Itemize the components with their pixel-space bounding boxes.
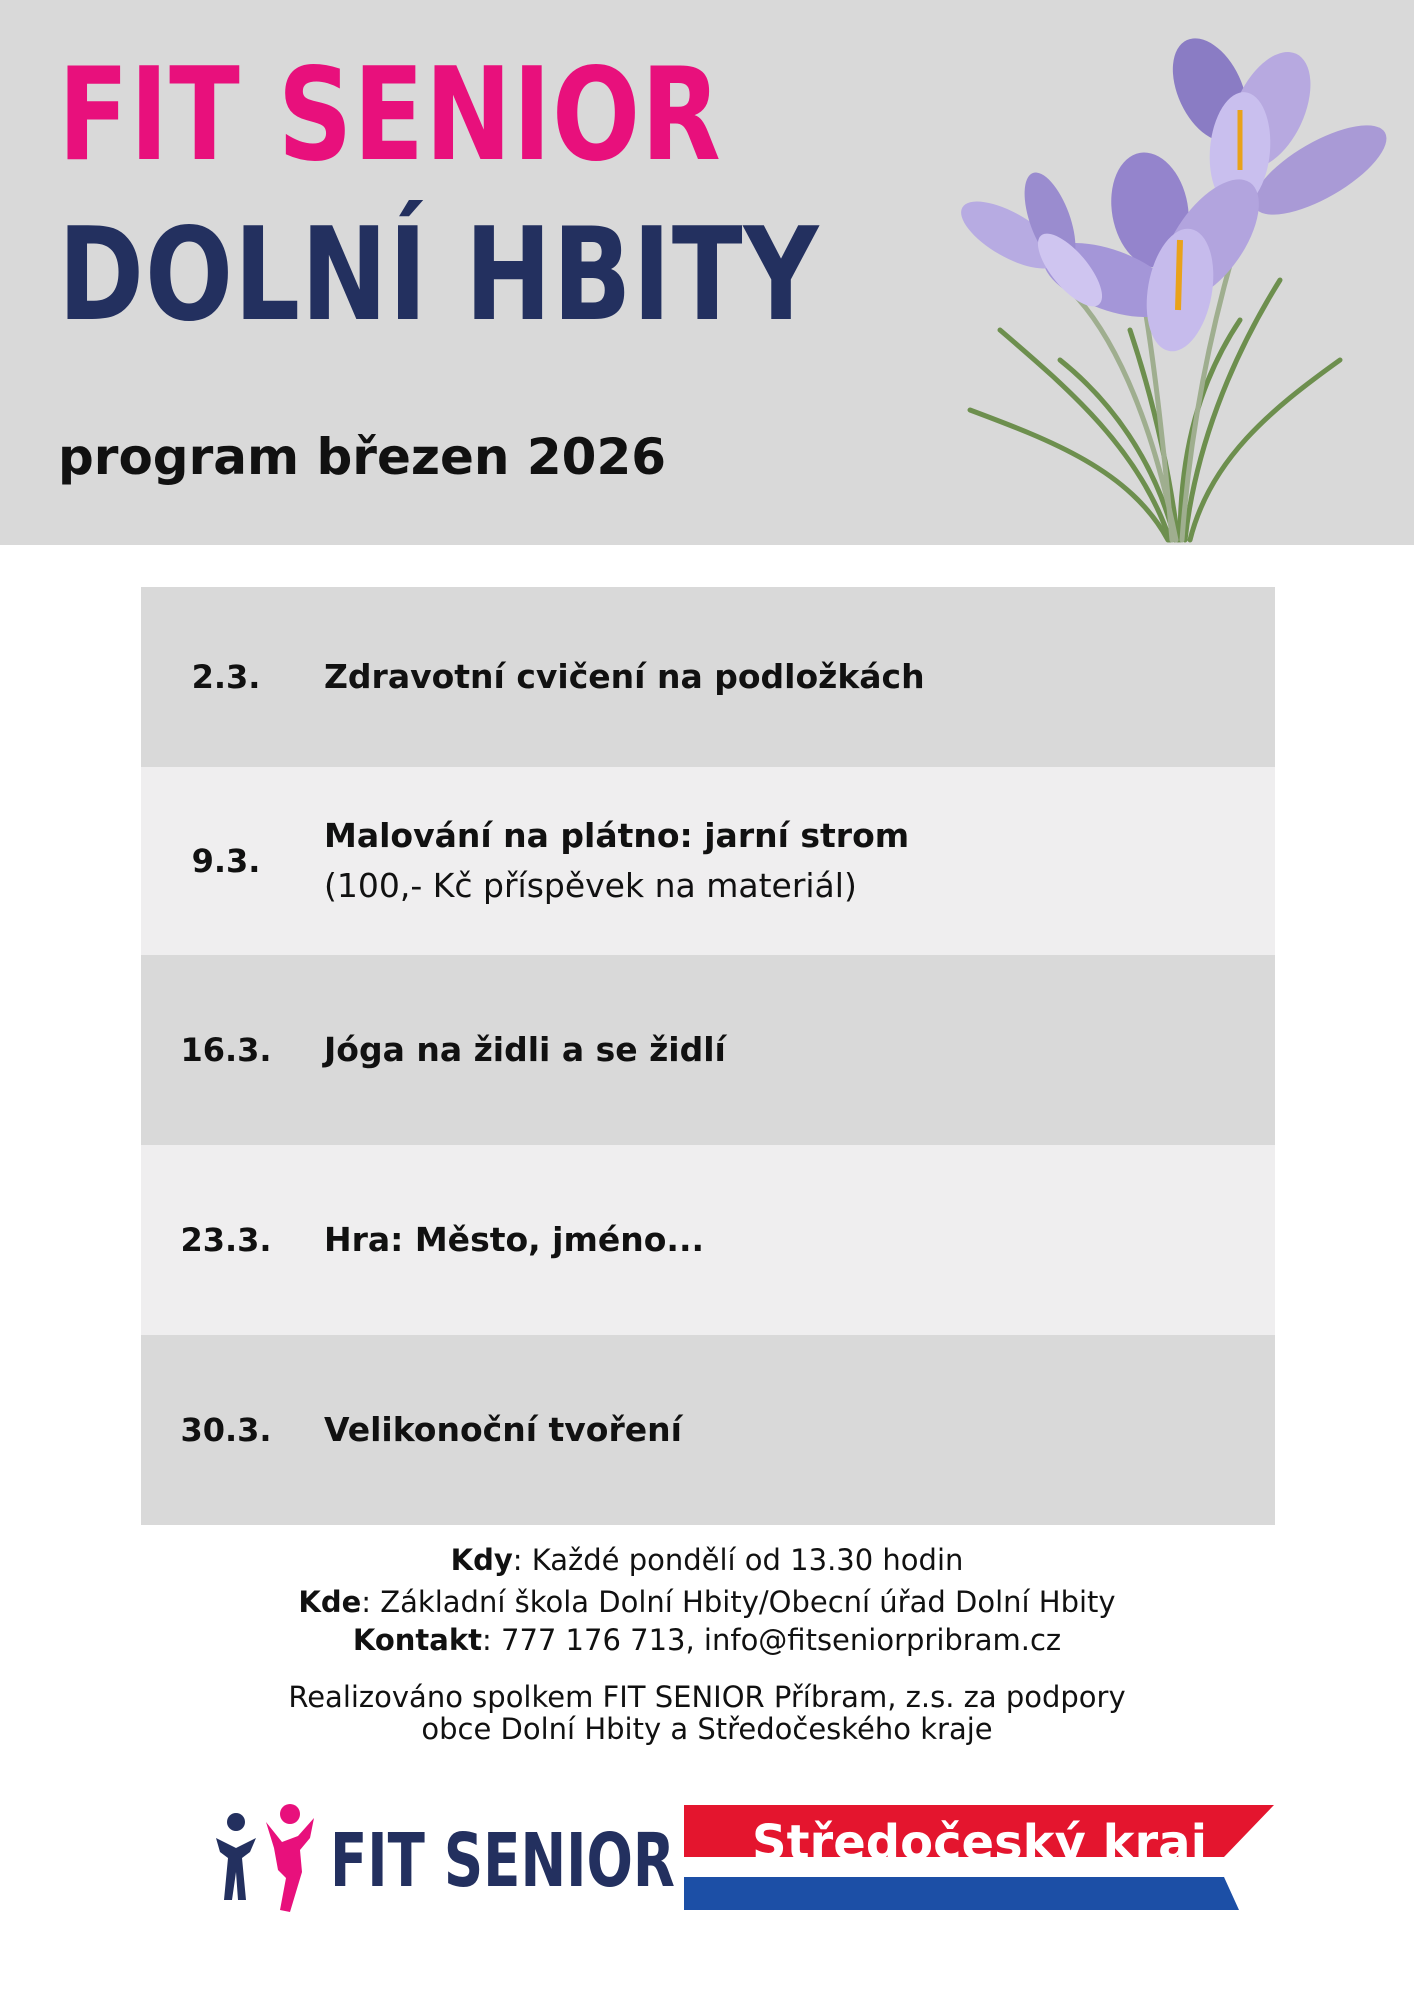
info-when [0,1540,1414,1580]
title-fit-senior: FIT SENIOR [58,41,722,190]
row-activity [324,1025,726,1075]
where-value: : Základní škola Dolní Hbity/Obecní úřad Dolní Hbity [361,1585,1116,1619]
when-value: : Každé pondělí od 13.30 hodin [512,1543,964,1577]
program-subtitle: program březen 2026 [58,428,667,486]
row-activity [324,652,925,702]
contact-label: Kontakt [352,1623,482,1657]
credit-line-2: obce Dolní Hbity a Středočeského kraje [421,1712,993,1746]
contact-value: : 777 176 713, info@fitseniorpribram.cz [482,1623,1062,1657]
crocus-flower-icon [940,30,1400,545]
row-date: 30.3. [180,1411,272,1449]
activity-title: Hra: Město, jméno... [324,1220,705,1259]
row-date: 2.3. [191,658,261,696]
activity-title: Malování na plátno: jarní strom [324,816,910,855]
fit-senior-logo-text: FIT SENIOR [330,1818,675,1904]
schedule-row [141,767,1275,955]
where-label: Kde [298,1585,362,1619]
activity-title: Jóga na židli a se židlí [324,1030,726,1069]
activity-title: Zdravotní cvičení na podložkách [324,657,925,696]
credit-line-1: Realizováno spolkem FIT SENIOR Příbram, z.s. za podpory [288,1680,1126,1714]
info-where [0,1582,1414,1622]
schedule-row [141,1335,1275,1525]
schedule-table [141,587,1275,1525]
row-activity [324,1215,704,1265]
row-date: 16.3. [180,1031,272,1069]
when-label: Kdy [450,1543,513,1577]
schedule-row [141,1145,1275,1335]
title-dolni-hbity: DOLNÍ HBITY [58,201,820,350]
kraj-logo-text: Středočeský kraj [752,1815,1208,1871]
activity-title: Velikonoční tvoření [324,1410,682,1449]
row-date: 23.3. [180,1221,272,1259]
row-activity [324,1405,682,1455]
activity-note: (100,- Kč příspěvek na materiál) [324,866,857,905]
schedule-row [141,587,1275,767]
header-banner [0,0,1414,545]
row-date: 9.3. [191,842,261,880]
info-contact [0,1620,1414,1660]
schedule-row [141,955,1275,1145]
row-activity [324,811,909,911]
